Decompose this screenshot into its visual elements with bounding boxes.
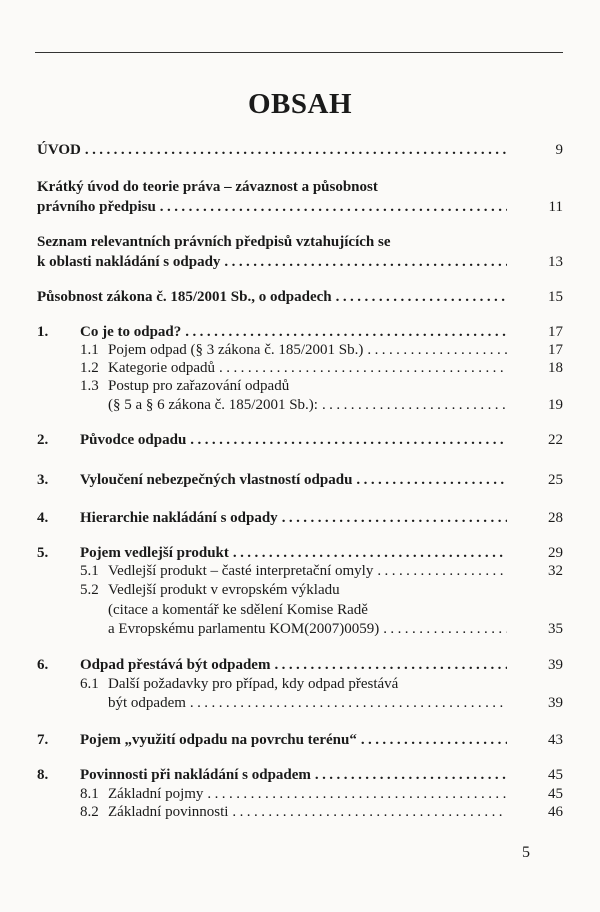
entry-text: (citace a komentář ke sdělení Komise Radě <box>108 602 368 618</box>
page-number: 15 <box>548 289 563 305</box>
entry-text: Povinnosti při nakládání s odpadem <box>80 767 311 783</box>
page-number: 19 <box>548 397 563 413</box>
entry-text: Vyloučení nebezpečných vlastností odpadu <box>80 472 353 488</box>
dot-leader <box>229 544 507 562</box>
entry-text: Vedlejší produkt v evropském výkladu <box>108 582 340 598</box>
section-number: 5.1 <box>80 563 99 579</box>
dot-leader <box>181 323 507 341</box>
entry-text: Co je to odpad? <box>80 324 182 340</box>
dot-leader <box>156 198 507 216</box>
toc-entry-chapter-7[interactable] <box>80 731 507 749</box>
toc-entry-1-1[interactable] <box>108 341 507 359</box>
entry-text: ÚVOD <box>37 142 81 158</box>
dot-leader <box>186 431 507 449</box>
page-number: 28 <box>548 510 563 526</box>
page-folio: 5 <box>522 844 530 861</box>
chapter-number: 2. <box>37 432 49 448</box>
entry-text: Hierarchie nakládání s odpady <box>80 510 278 526</box>
dot-leader <box>270 656 507 674</box>
toc-entry-5-2-line2[interactable] <box>108 601 507 619</box>
chapter-number: 8. <box>37 767 49 783</box>
page-number: 43 <box>548 732 563 748</box>
page-number: 46 <box>548 804 563 820</box>
page-number: 32 <box>548 563 563 579</box>
entry-text: Pojem „využití odpadu na povrchu terénu“ <box>80 732 357 748</box>
entry-text: Základní pojmy <box>108 786 204 802</box>
chapter-number: 6. <box>37 657 49 673</box>
toc-entry-chapter-2[interactable] <box>80 431 507 449</box>
dot-leader <box>278 509 507 527</box>
entry-text: Seznam relevantních právních předpisů vztahujících se <box>37 234 391 250</box>
toc-entry-1-2[interactable] <box>108 359 507 377</box>
section-number: 8.2 <box>80 804 99 820</box>
toc-entry-kratky-line1[interactable] <box>37 178 507 196</box>
entry-text: Působnost zákona č. 185/2001 Sb., o odpadech <box>37 289 332 305</box>
dot-leader <box>357 731 507 749</box>
entry-text: (§ 5 a § 6 zákona č. 185/2001 Sb.): <box>108 397 318 413</box>
section-number: 1.3 <box>80 378 99 394</box>
page-number: 17 <box>548 342 563 358</box>
page-number: 35 <box>548 621 563 637</box>
dot-leader <box>332 288 507 306</box>
dot-leader <box>379 620 507 638</box>
toc-entry-8-2[interactable] <box>108 803 507 821</box>
dot-leader <box>373 562 507 580</box>
page-title: OBSAH <box>247 88 353 120</box>
toc-entry-chapter-4[interactable] <box>80 509 507 527</box>
entry-text: Pojem vedlejší produkt <box>80 545 229 561</box>
page-number: 39 <box>548 695 563 711</box>
toc-entry-uvod[interactable] <box>37 141 507 159</box>
section-number: 6.1 <box>80 676 99 692</box>
entry-text: Vedlejší produkt – časté interpretační omyly <box>108 563 374 579</box>
toc-entry-seznam-line2[interactable] <box>37 253 507 271</box>
entry-text: Další požadavky pro případ, kdy odpad přestává <box>108 676 399 692</box>
toc-entry-chapter-1[interactable] <box>80 323 507 341</box>
dot-leader <box>186 694 507 712</box>
page-number: 45 <box>548 786 563 802</box>
entry-text: a Evropskému parlamentu KOM(2007)0059) <box>108 621 380 637</box>
toc-entry-chapter-5[interactable] <box>80 544 507 562</box>
toc-entry-chapter-8[interactable] <box>80 766 507 784</box>
header-rule <box>35 52 563 53</box>
chapter-number: 5. <box>37 545 49 561</box>
toc-entry-5-1[interactable] <box>108 562 507 580</box>
toc-entry-kratky-line2[interactable] <box>37 198 507 216</box>
dot-leader <box>220 253 507 271</box>
toc-entry-1-3-line1[interactable] <box>108 377 507 395</box>
dot-leader <box>228 803 507 821</box>
entry-text: právního předpisu <box>37 199 156 215</box>
toc-entry-chapter-6[interactable] <box>80 656 507 674</box>
page-number: 25 <box>548 472 563 488</box>
chapter-number: 1. <box>37 324 49 340</box>
page-number: 18 <box>548 360 563 376</box>
toc-entry-5-2-line1[interactable] <box>108 581 507 599</box>
page-number: 11 <box>548 199 563 215</box>
dot-leader <box>203 785 507 803</box>
dot-leader <box>318 396 507 414</box>
toc-entry-8-1[interactable] <box>108 785 507 803</box>
toc-entry-pusobnost[interactable] <box>37 288 507 306</box>
toc-entry-chapter-3[interactable] <box>80 471 507 489</box>
section-number: 1.2 <box>80 360 99 376</box>
chapter-number: 3. <box>37 472 49 488</box>
toc-entry-seznam-line1[interactable] <box>37 233 507 251</box>
page-number: 13 <box>548 254 563 270</box>
dot-leader <box>215 359 507 377</box>
section-number: 8.1 <box>80 786 99 802</box>
entry-text: Postup pro zařazování odpadů <box>108 378 290 394</box>
entry-text: Původce odpadu <box>80 432 187 448</box>
chapter-number: 7. <box>37 732 49 748</box>
toc-entry-6-1-line2[interactable] <box>108 694 507 712</box>
toc-entry-5-2-line3[interactable] <box>108 620 507 638</box>
chapter-number: 4. <box>37 510 49 526</box>
page-number: 22 <box>548 432 563 448</box>
page-number: 29 <box>548 545 563 561</box>
toc-entry-6-1-line1[interactable] <box>108 675 507 693</box>
toc-entry-1-3-line2[interactable] <box>108 396 507 414</box>
entry-text: Odpad přestává být odpadem <box>80 657 271 673</box>
entry-text: být odpadem <box>108 695 186 711</box>
dot-leader <box>81 141 507 159</box>
dot-leader <box>363 341 507 359</box>
page-number: 39 <box>548 657 563 673</box>
entry-text: Kategorie odpadů <box>108 360 216 376</box>
entry-text: Pojem odpad (§ 3 zákona č. 185/2001 Sb.) <box>108 342 364 358</box>
page-number: 9 <box>555 142 563 158</box>
section-number: 5.2 <box>80 582 99 598</box>
dot-leader <box>311 766 507 784</box>
page-number: 45 <box>548 767 563 783</box>
entry-text: Základní povinnosti <box>108 804 229 820</box>
entry-text: k oblasti nakládání s odpady <box>37 254 221 270</box>
page-number: 17 <box>548 324 563 340</box>
entry-text: Krátký úvod do teorie práva – závaznost a působnost <box>37 179 378 195</box>
section-number: 1.1 <box>80 342 99 358</box>
dot-leader <box>352 471 507 489</box>
